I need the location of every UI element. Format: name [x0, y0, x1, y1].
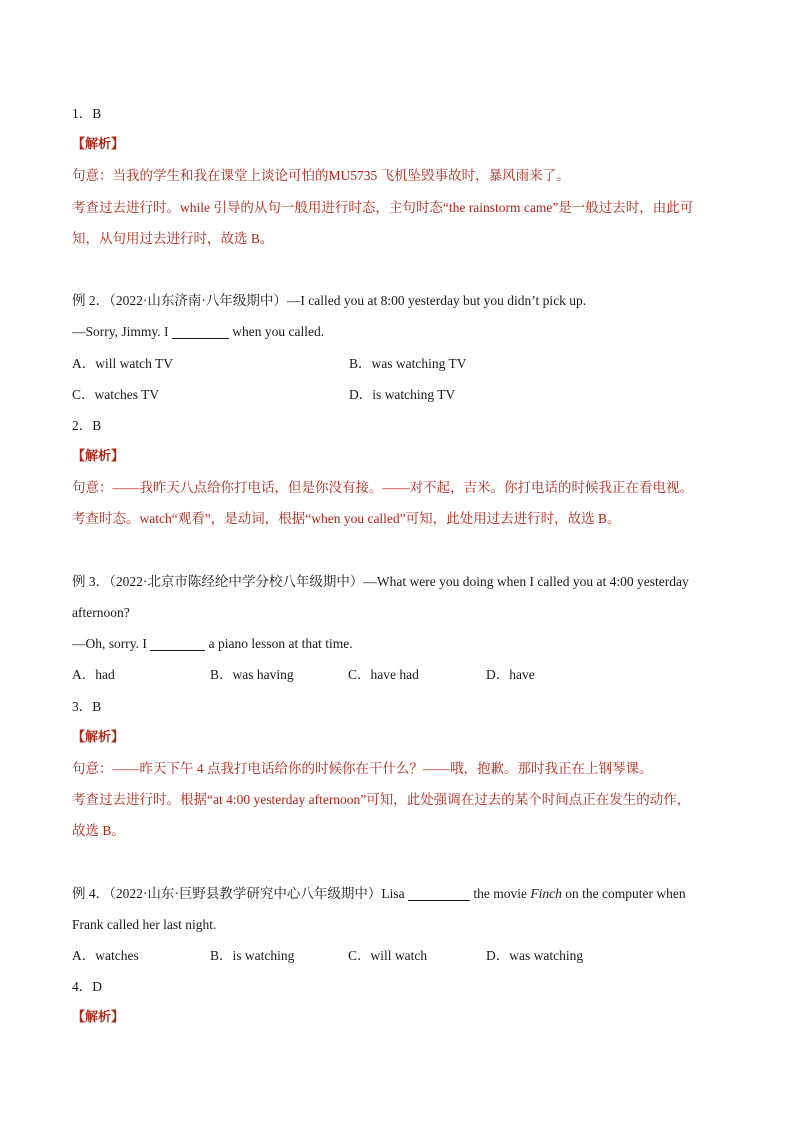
q2-stem-line1: 例 2．（2022·山东济南·八年级期中）—I called you at 8:00 yesterday but you didn’t pick up.	[72, 293, 587, 309]
q3-option-c: C．have had	[348, 667, 419, 683]
q3-answer: 3．B	[72, 698, 102, 714]
q3-explain-line1: 考查过去进行时。根据“at 4:00 yesterday afternoon”可知，此处强调在过去的某个时间点正在发生的动作，	[72, 792, 691, 808]
q3-stem-line1: 例 3．（2022·北京市陈经纶中学分校八年级期中）—What were you doing when I called you at 4:00 yesterday	[72, 573, 689, 589]
q4-blank	[408, 886, 470, 901]
q4-options-row	[72, 940, 724, 971]
q2-option-c: C．watches TV	[72, 386, 160, 402]
q2-options-row2	[72, 379, 724, 410]
spacer	[72, 254, 724, 285]
q2-stem-pre: —Sorry, Jimmy. I	[72, 324, 172, 340]
q4-option-b: B．is watching	[210, 948, 295, 964]
q2-stem-post: when you called.	[228, 324, 325, 340]
q3-meaning: 句意：——昨天下午 4 点我打电话给你的时候你在干什么？——哦，抱歉。那时我正在上钢琴课。	[72, 760, 653, 776]
q2-meaning: 句意：——我昨天八点给你打电话，但是你没有接。——对不起，吉米。你打电话的时候我正在看电视。	[72, 480, 693, 496]
q1-answer: 1．B	[72, 106, 102, 121]
q2-blank	[172, 324, 229, 339]
q2-options-row1	[72, 348, 724, 379]
q3-blank	[150, 636, 205, 651]
q4-stem-line1	[72, 878, 724, 909]
q4-option-d: D．was watching	[486, 948, 584, 964]
q4-analysis-tag: 【解析】	[72, 1010, 125, 1026]
q3-stem-pre: —Oh, sorry. I	[72, 636, 151, 652]
q4-stem-pre: 例 4．（2022·山东·巨野县教学研究中心八年级期中）Lisa	[72, 885, 408, 901]
q2-option-b: B．was watching TV	[349, 355, 467, 371]
q4-movie-title: Finch	[530, 885, 562, 901]
q3-option-d: D．have	[486, 667, 535, 683]
q3-option-b: B．was having	[210, 667, 294, 683]
q3-stem-post: a piano lesson at that time.	[205, 636, 353, 652]
q3-analysis-tag: 【解析】	[72, 729, 125, 745]
q2-stem-line2	[72, 316, 724, 347]
q4-stem-line2: Frank called her last night.	[72, 916, 217, 932]
q4-option-a: A．watches	[72, 948, 139, 964]
spacer	[72, 535, 724, 566]
q1-explain-line1: 考查过去进行时。while 引导的从句一般用进行时态，主句时态“the rainstorm came”是一般过去时，由此可	[72, 199, 694, 215]
q1-meaning: 句意：当我的学生和我在课堂上谈论可怕的MU5735 飞机坠毁事故时，暴风雨来了。	[72, 168, 570, 184]
spacer	[72, 847, 724, 878]
q1-analysis-tag: 【解析】	[72, 137, 125, 153]
q4-stem-post: on the computer when	[561, 885, 686, 901]
q2-option-d: D．is watching TV	[349, 386, 456, 402]
q3-explain-line2: 故选 B。	[72, 823, 125, 839]
q3-option-a: A．had	[72, 667, 115, 683]
q3-stem-line2: afternoon?	[72, 605, 130, 620]
q3-options-row	[72, 659, 724, 690]
q4-stem-mid: the movie	[469, 885, 531, 901]
q2-explain: 考查时态。watch“观看”，是动词，根据“when you called”可知，此处用过去进行时，故选 B。	[72, 511, 621, 527]
q2-option-a: A．will watch TV	[72, 355, 173, 371]
q2-analysis-tag: 【解析】	[72, 449, 125, 465]
q4-option-c: C．will watch	[348, 948, 428, 964]
document-page	[72, 98, 724, 1034]
q4-answer: 4．D	[72, 979, 102, 995]
q1-explain-line2: 知，从句用过去进行时，故选 B。	[72, 230, 274, 246]
q3-stem-line3	[72, 628, 724, 659]
q2-answer: 2．B	[72, 417, 102, 433]
